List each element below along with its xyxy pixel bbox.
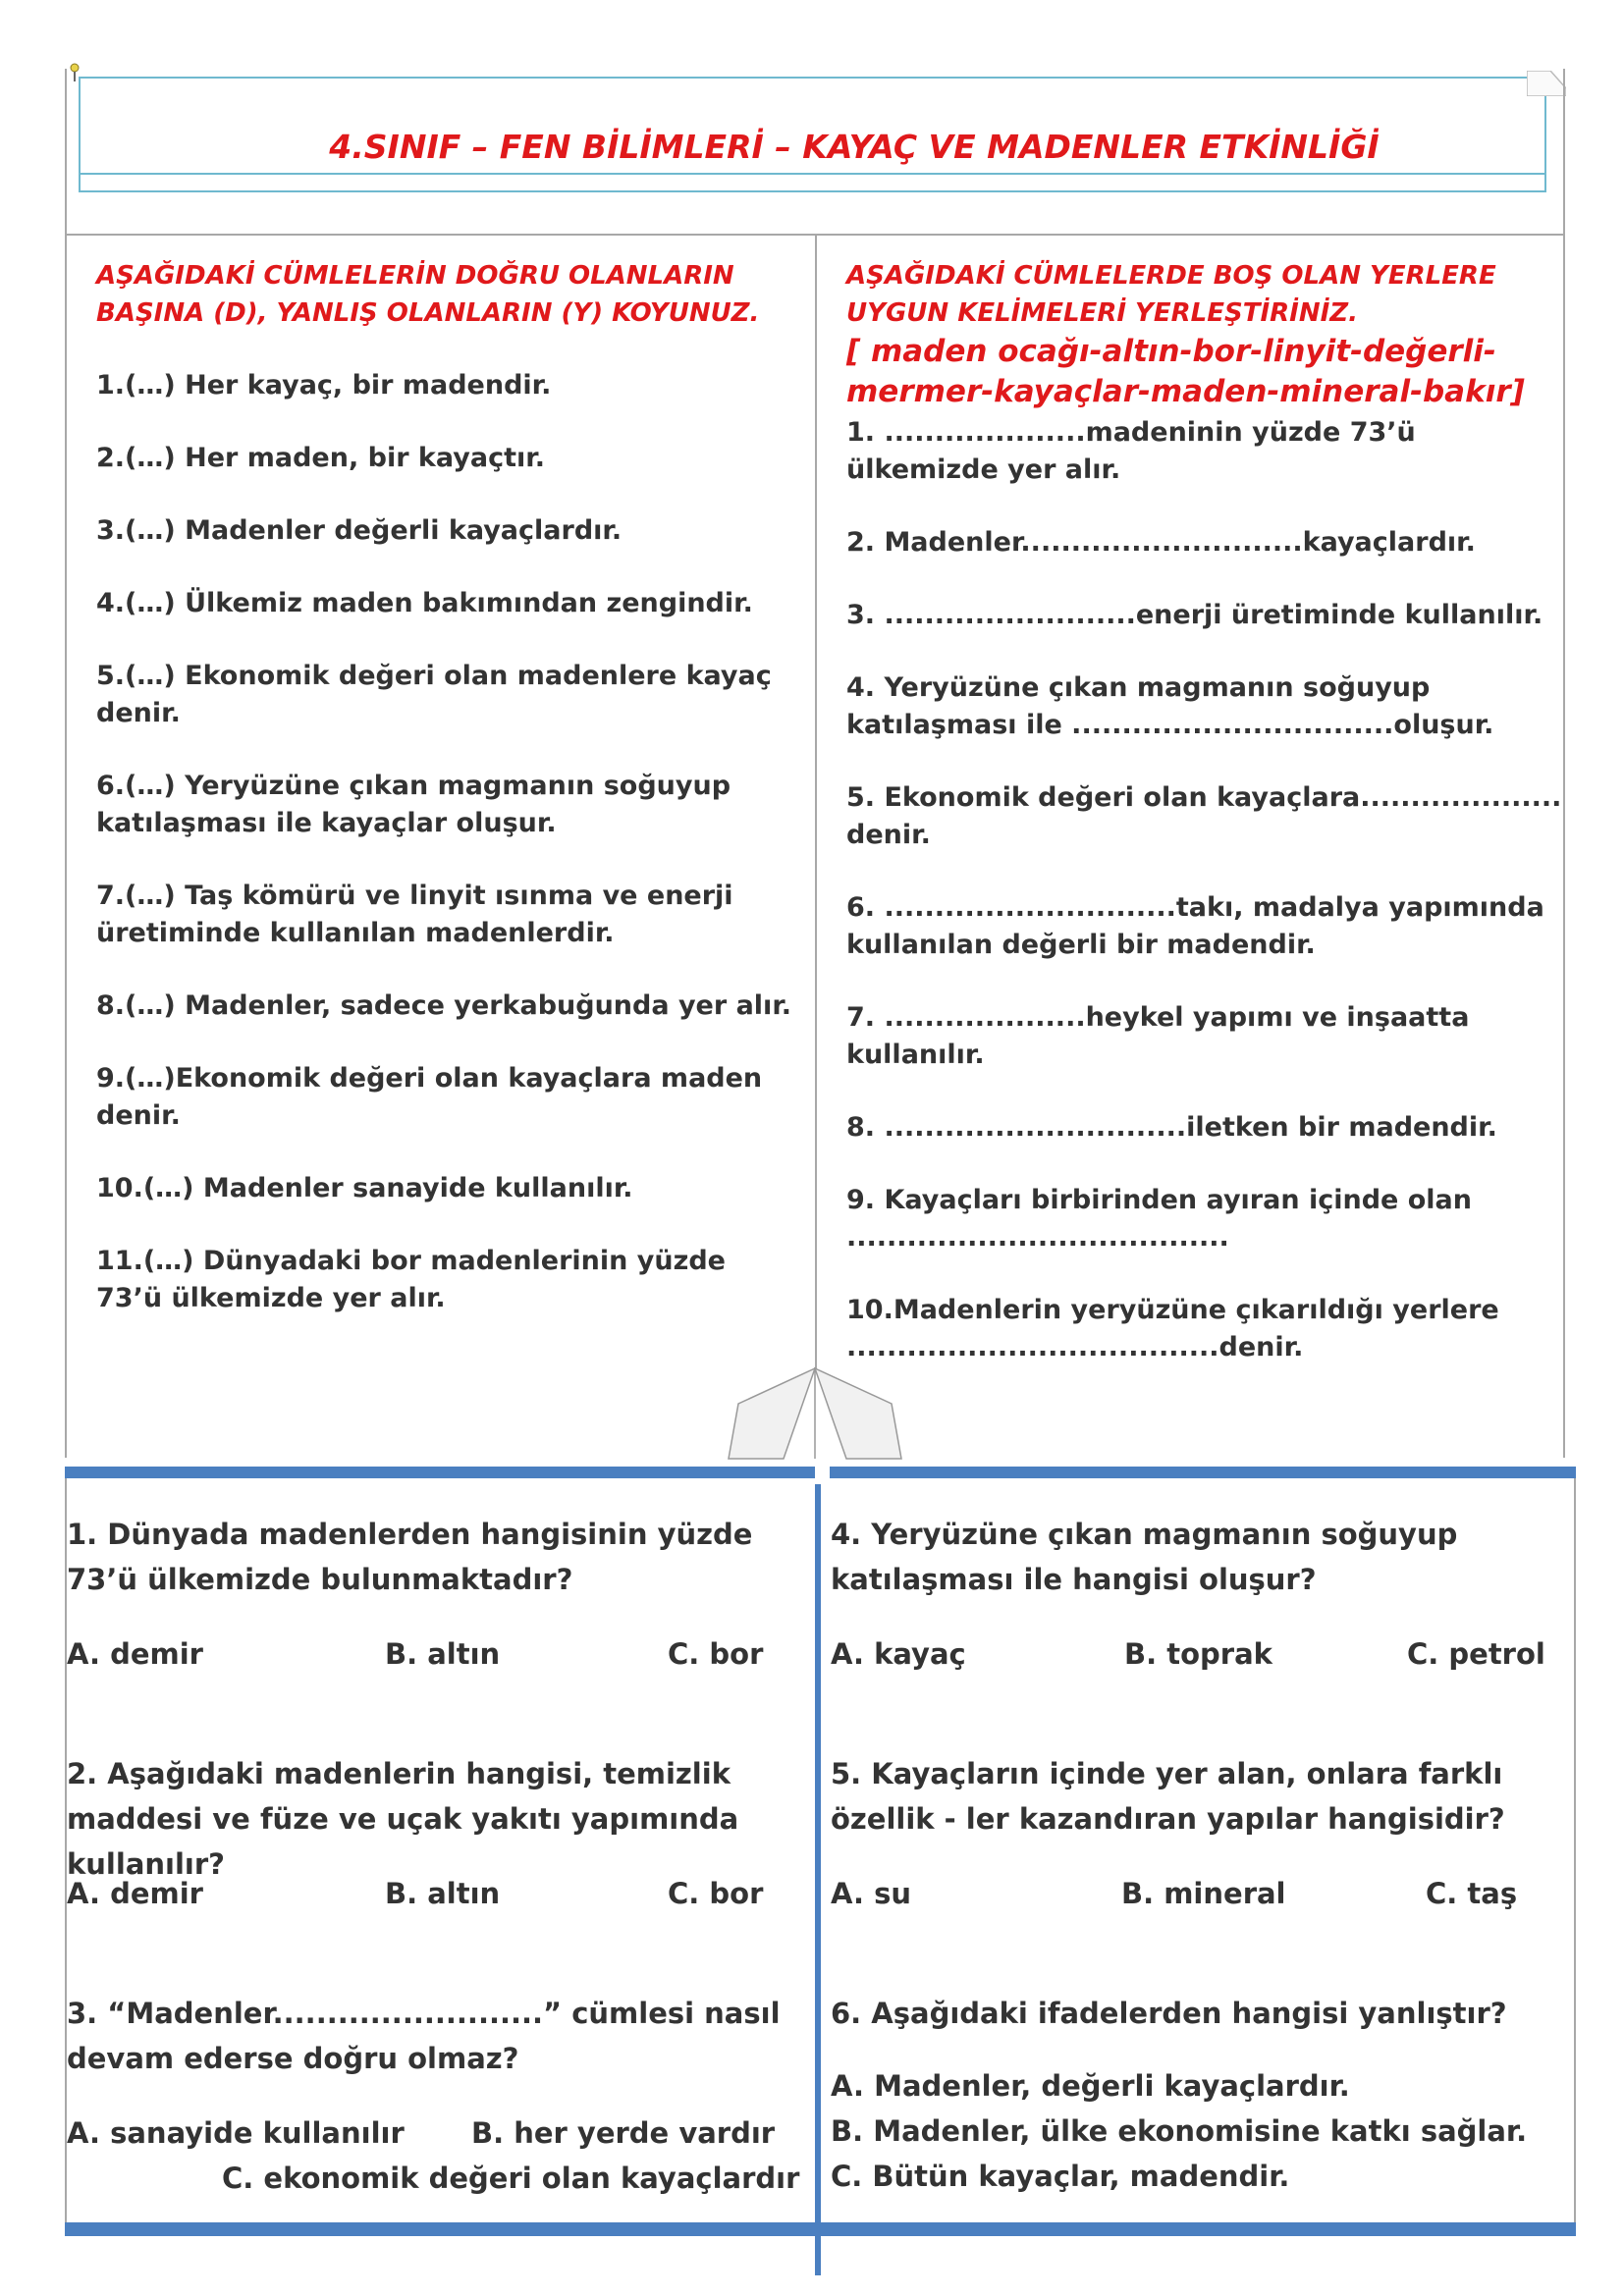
answer-option[interactable]: B. altın	[385, 1637, 501, 1671]
fill-blanks-heading: AŞAĞIDAKİ CÜMLELERDE BOŞ OLAN YERLERE UYGUN KELİMELERİ YERLEŞTİRİNİZ.	[846, 261, 1496, 328]
list-item: 6. .............................takı, madalya yapımında kullanılan değerli bir madendir.	[846, 892, 1544, 960]
list-item: 10.Madenlerin yeryüzüne çıkarıldığı yerlere .....................................denir.	[846, 1295, 1499, 1362]
section-bar-left	[65, 1467, 815, 1478]
answer-option[interactable]: C. ekonomik değeri olan kayaçlardır	[222, 2162, 800, 2195]
list-item: 7.(…) Taş kömürü ve linyit ısınma ve enerji üretiminde kullanılan madenlerdir.	[96, 881, 733, 948]
answer-option[interactable]: A. Madenler, değerli kayaçlardır.	[831, 2069, 1350, 2103]
question-text: 4. Yeryüzüne çıkan magmanın soğuyup katılaşması ile hangisi oluşur?	[831, 1518, 1458, 1596]
answer-option[interactable]: A. demir	[67, 1637, 203, 1671]
question-text: 6. Aşağıdaki ifadelerden hangisi yanlıştır?	[831, 1997, 1507, 2030]
answer-option[interactable]: B. her yerde vardır	[471, 2116, 776, 2150]
list-item: 7. ....................heykel yapımı ve inşaatta kullanılır.	[846, 1002, 1470, 1070]
answer-option[interactable]: B. mineral	[1121, 1877, 1286, 1910]
answer-option[interactable]: C. bor	[668, 1637, 764, 1671]
answer-option[interactable]: B. toprak	[1124, 1637, 1272, 1671]
true-false-heading: AŞAĞIDAKİ CÜMLELERİN DOĞRU OLANLARIN BAŞINA (D), YANLIŞ OLANLARIN (Y) KOYUNUZ.	[96, 261, 760, 328]
list-item: 4.(…) Ülkemiz maden bakımından zengindir.	[96, 588, 753, 618]
answer-option[interactable]: A. kayaç	[831, 1637, 966, 1671]
frame-left-line	[65, 69, 67, 1458]
question-text: 1. Dünyada madenlerden hangisinin yüzde 73’ü ülkemizde bulunmaktadır?	[67, 1518, 753, 1596]
list-item: 9. Kayaçları birbirinden ayıran içinde olan ......................................	[846, 1185, 1472, 1253]
list-item: 8. ..............................iletken bir madendir.	[846, 1112, 1497, 1143]
answer-option[interactable]: A. su	[831, 1877, 912, 1910]
list-item: 8.(…) Madenler, sadece yerkabuğunda yer alır.	[96, 990, 792, 1021]
answer-option[interactable]: C. petrol	[1407, 1637, 1545, 1671]
page-fold-icon	[1527, 71, 1566, 96]
question-text: 2. Aşağıdaki madenlerin hangisi, temizlik maddesi ve füze ve uçak yakıtı yapımında kullanılır?	[67, 1757, 739, 1881]
word-bank: [ maden ocağı-altın-bor-linyit-değerli-mermer-kayaçlar-maden-mineral-bakır]	[846, 334, 1525, 409]
list-item: 9.(…)Ekonomik değeri olan kayaçlara maden denir.	[96, 1063, 763, 1131]
list-item: 3.(…) Madenler değerli kayaçlardır.	[96, 515, 623, 546]
answer-option[interactable]: C. taş	[1426, 1877, 1518, 1910]
list-item: 4. Yeryüzüne çıkan magmanın soğuyup katılaşması ile ................................oluşur.	[846, 672, 1494, 740]
fill-blanks-section	[846, 257, 1573, 1402]
question-text: 3. “Madenler.........................” cümlesi nasıl devam ederse doğru olmaz?	[67, 1997, 781, 2075]
question-text: 5. Kayaçların içinde yer alan, onlara farklı özellik - ler kazandıran yapılar hangisidir?	[831, 1757, 1505, 1836]
page-title: 4.SINIF – FEN BİLİMLERİ – KAYAÇ VE MADENLER ETKİNLİĞİ	[329, 128, 1380, 166]
section-bar-right	[830, 1467, 1576, 1478]
list-item: 1.(…) Her kayaç, bir madendir.	[96, 370, 552, 400]
list-item: 5.(…) Ekonomik değeri olan madenlere kayaç denir.	[96, 661, 772, 728]
answer-option[interactable]: C. bor	[668, 1877, 764, 1910]
answer-option[interactable]: C. Bütün kayaçlar, madendir.	[831, 2160, 1290, 2193]
list-item: 10.(…) Madenler sanayide kullanılır.	[96, 1173, 633, 1203]
answer-option[interactable]: B. Madenler, ülke ekonomisine katkı sağlar.	[831, 2114, 1528, 2148]
frame-top-line	[65, 234, 1563, 236]
list-item: 1. ....................madeninin yüzde 73’ü ülkemizde yer alır.	[846, 417, 1416, 485]
true-false-section	[96, 257, 798, 1353]
list-item: 11.(…) Dünyadaki bor madenlerinin yüzde 73’ü ülkemizde yer alır.	[96, 1246, 726, 1313]
list-item: 5. Ekonomik değeri olan kayaçlara.................... denir.	[846, 782, 1562, 850]
list-item: 2.(…) Her maden, bir kayaçtır.	[96, 443, 545, 473]
list-item: 2. Madenler............................kayaçlardır.	[846, 527, 1476, 558]
answer-option[interactable]: A. sanayide kullanılır	[67, 2116, 405, 2150]
column-divider	[815, 234, 817, 1372]
questions-frame-right	[1574, 1478, 1576, 2229]
list-item: 6.(…) Yeryüzüne çıkan magmanın soğuyup katılaşması ile kayaçlar oluşur.	[96, 771, 731, 838]
answer-option[interactable]: B. altın	[385, 1877, 501, 1910]
list-item: 3. .........................enerji üretiminde kullanılır.	[846, 600, 1543, 630]
section-bar-bottom	[65, 2222, 1576, 2236]
page-curl-decoration	[725, 1364, 911, 1463]
answer-option[interactable]: A. demir	[67, 1877, 203, 1910]
